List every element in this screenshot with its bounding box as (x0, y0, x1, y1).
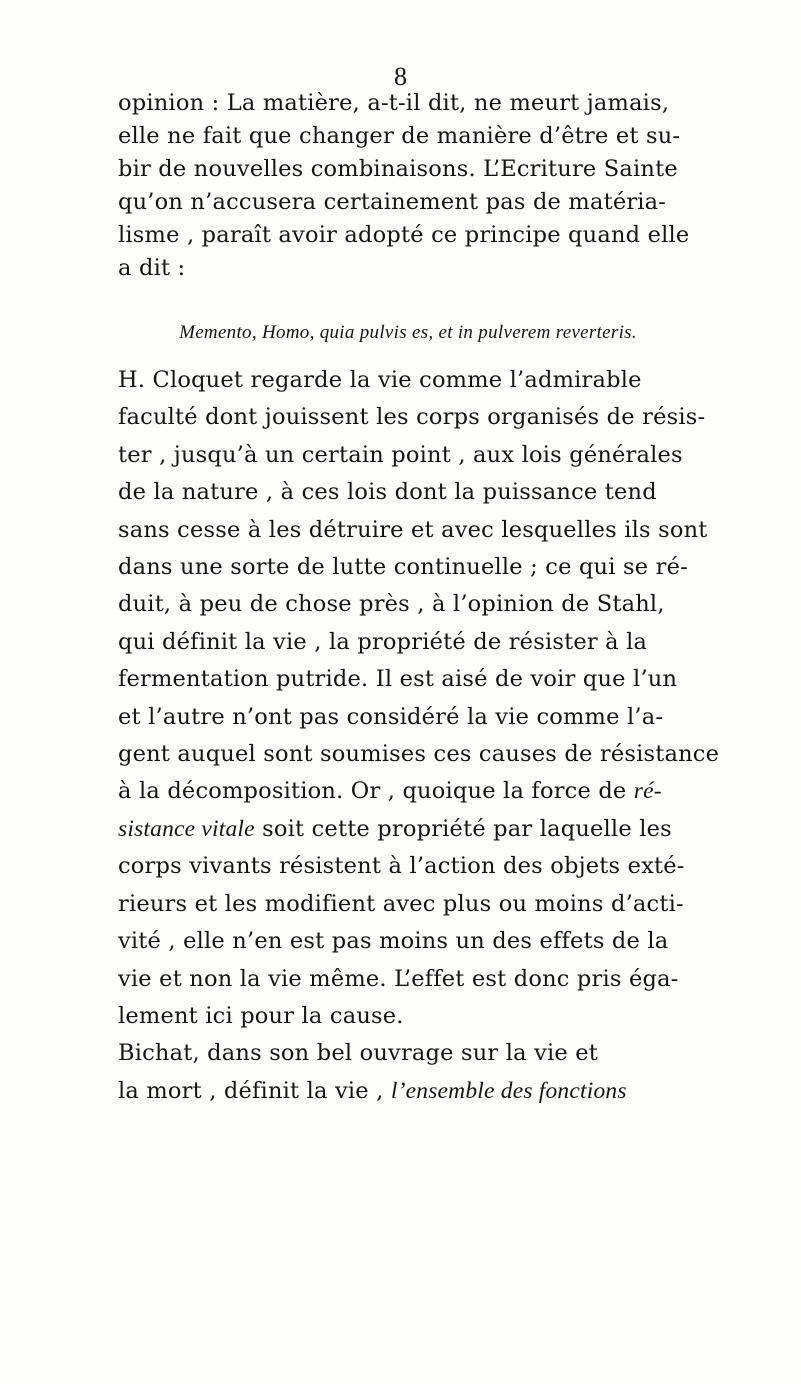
text-line: faculté dont jouissent les corps organisés de résis- (118, 404, 706, 431)
text-line: de la nature , à ces lois dont la puissance tend (118, 479, 657, 506)
text-line: dans une sorte de lutte continuelle ; ce qui se ré- (118, 554, 688, 581)
text-segment: à la décomposition. Or , quoique la force de (118, 778, 634, 805)
text-line: a dit : (118, 255, 186, 281)
text-line: fermentation putride. Il est aisé de voir que l’un (118, 666, 678, 693)
text-line: corps vivants résistent à l’action des objets exté- (118, 853, 685, 880)
text-line: elle ne fait que changer de manière d’être et su- (118, 123, 681, 149)
text-line: vité , elle n’en est pas moins un des effets de la (118, 928, 669, 955)
paragraph-1 (118, 87, 690, 285)
text-line: opinion : La matière, a-t-il dit, ne meurt jamais, (118, 90, 670, 116)
page-number: 8 (394, 62, 407, 91)
text-line: sans cesse à les détruire et avec lesquelles ils sont (118, 516, 708, 543)
text-line: lement ici pour la cause. (118, 1002, 404, 1029)
text-line-mixed (118, 1073, 690, 1110)
text-line: qu’on n’accusera certainement pas de matéria- (118, 189, 667, 215)
text-line: qui définit la vie , la propriété de résister à la (118, 628, 648, 655)
text-line: rieurs et les modifient avec plus ou moins d’acti- (118, 890, 684, 917)
text-line: H. Cloquet regarde la vie comme l’admirable (118, 367, 642, 393)
text-line: Bichat, dans son bel ouvrage sur la vie et (118, 1040, 599, 1067)
text-line: bir de nouvelles combinaisons. L’Ecriture Sainte (118, 156, 678, 182)
text-line: et l’autre n’ont pas considéré la vie comme l’a- (118, 703, 664, 730)
text-line: duit, à peu de chose près , à l’opinion de Stahl, (118, 591, 665, 618)
text-line-mixed (118, 773, 690, 810)
text-segment: soit cette propriété par laquelle les (254, 815, 672, 842)
text-line: vie et non la vie même. L’effet est donc pris éga- (118, 965, 679, 992)
text-line: ter , jusqu’à un certain point , aux lois générales (118, 441, 683, 468)
italic-term: ré- (633, 778, 662, 805)
text-segment: la mort , définit la vie , (118, 1077, 391, 1104)
latin-quote: Memento, Homo, quia pulvis es, et in pulverem reverteris. (179, 322, 637, 343)
italic-term: l’ensemble des fonctions (390, 1077, 627, 1104)
text-line: gent auquel sont soumises ces causes de résistance (118, 741, 720, 768)
text-line-mixed (118, 811, 690, 848)
text-line: lisme , paraît avoir adopté ce principe quand elle (118, 222, 690, 248)
italic-term: sistance vitale (118, 815, 255, 842)
paragraph-2 (118, 362, 720, 1110)
